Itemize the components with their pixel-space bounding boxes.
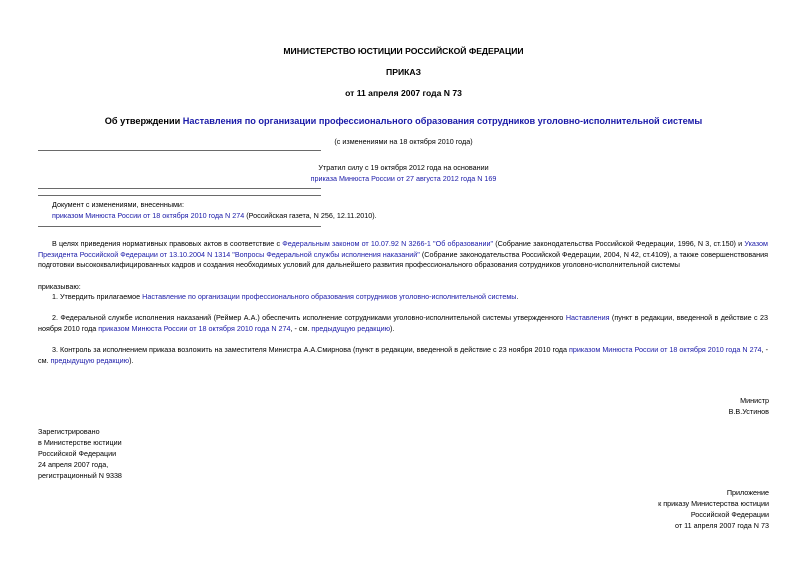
expired-order-link[interactable]: приказа Минюста России от 27 августа 2012 года N 169 bbox=[310, 174, 497, 183]
amending-order-link[interactable]: приказом Минюста России от 18 октября 2010 года N 274 bbox=[569, 345, 762, 354]
item-3-text: 3. Контроль за исполнением приказа возложить на заместителя Министра А.А.Смирнова (пункт в редакции, введенной в действие с 23 ноября 2010 года bbox=[52, 345, 570, 354]
signature-role: Министр bbox=[740, 396, 769, 405]
previous-version-link[interactable]: предыдущую редакцию bbox=[50, 355, 130, 365]
preamble-text: (Собрание законодательства Российской Федерации, 2004, N 42, ст.4109), а также совершенствования подготовки высококвалифицированных кадров и создания необходимых условий для дальнейшего развития профессионального образования сотрудников уголовно-исполнительной системы bbox=[38, 249, 768, 269]
previous-version-link[interactable]: предыдущую редакцию bbox=[311, 323, 390, 333]
signature-block bbox=[729, 395, 769, 417]
divider-line bbox=[38, 226, 321, 227]
appendix-block bbox=[658, 487, 769, 531]
item-1 bbox=[38, 292, 768, 303]
item-3 bbox=[38, 345, 768, 366]
item-2-text: (пункт в редакции, введенной в действие с 23 ноября 2010 года bbox=[38, 313, 769, 333]
document-title-prefix: Об утверждении bbox=[104, 116, 183, 126]
changes-doc-label: Документ с изменениями, внесенными: bbox=[52, 200, 184, 209]
divider-line bbox=[38, 150, 321, 151]
appendix-line: Приложение bbox=[726, 488, 769, 497]
registration-line: регистрационный N 9338 bbox=[38, 471, 122, 480]
item-3-text: , - см. bbox=[38, 345, 768, 365]
item-1-text: 1. Утвердить прилагаемое bbox=[52, 292, 143, 301]
document-title-link[interactable]: Наставления по организации профессионального образования сотрудников уголовно-исполнительной системы bbox=[182, 116, 703, 126]
instruction-link[interactable]: Наставления bbox=[565, 313, 610, 322]
document-date-number: от 11 апреля 2007 года N 73 bbox=[345, 88, 462, 98]
ministry-heading: МИНИСТЕРСТВО ЮСТИЦИИ РОССИЙСКОЙ ФЕДЕРАЦИИ bbox=[283, 46, 524, 56]
item-2-text: , - см. bbox=[290, 323, 312, 333]
presidential-decree-link[interactable]: Указом Президента Российской Федерации от 13.10.2004 N 1314 "Вопросы Федеральной службы исполнения наказаний" bbox=[38, 239, 768, 259]
changes-doc-link[interactable]: приказом Минюста России от 18 октября 2010 года N 274 bbox=[52, 211, 245, 220]
item-1-text: . bbox=[516, 292, 519, 301]
amending-order-link[interactable]: приказом Минюста России от 18 октября 2010 года N 274 bbox=[98, 323, 291, 333]
appendix-line: от 11 апреля 2007 года N 73 bbox=[675, 521, 769, 530]
registration-line: Российской Федерации bbox=[38, 449, 117, 458]
preamble-paragraph bbox=[38, 239, 768, 271]
appendix-line: к приказу Министерства юстиции bbox=[658, 499, 769, 508]
registration-line: Зарегистрировано bbox=[38, 427, 100, 436]
amendment-note: (с изменениями на 18 октября 2010 года) bbox=[334, 137, 473, 146]
instruction-link[interactable]: Наставление по организации профессионального образования сотрудников уголовно-исполнительной системы bbox=[142, 292, 517, 301]
order-word: приказываю: bbox=[38, 282, 81, 291]
signature-name: В.В.Устинов bbox=[728, 407, 769, 416]
item-2-text: 2. Федеральной службе исполнения наказаний (Реймер А.А.) обеспечить исполнение сотрудниками уголовно-исполнительной системы утвержденного bbox=[52, 313, 566, 322]
education-law-link[interactable]: Федеральным законом от 10.07.92 N 3266-1 "Об образовании" bbox=[282, 239, 494, 248]
document-type: ПРИКАЗ bbox=[386, 67, 421, 77]
document-title bbox=[0, 116, 807, 126]
divider-line bbox=[38, 195, 321, 196]
registration-line: 24 апреля 2007 года, bbox=[38, 460, 109, 469]
item-2 bbox=[38, 313, 768, 334]
preamble-text: В целях приведения нормативных правовых актов в соответствие с bbox=[52, 239, 283, 248]
registration-line: в Министерстве юстиции bbox=[38, 438, 122, 447]
changes-doc-source: (Российская газета, N 256, 12.11.2010). bbox=[244, 211, 377, 220]
expired-text: Утратил силу с 19 октября 2012 года на основании bbox=[318, 163, 489, 172]
expired-note bbox=[0, 174, 807, 183]
appendix-line: Российской Федерации bbox=[690, 510, 769, 519]
divider-line bbox=[38, 188, 321, 189]
item-2-text: ). bbox=[389, 323, 395, 333]
changes-doc-line bbox=[52, 211, 377, 220]
preamble-text: (Собрание законодательства Российской Федерации, 1996, N 3, ст.150) и bbox=[493, 239, 745, 248]
item-3-text: ). bbox=[129, 355, 134, 365]
registration-block bbox=[38, 426, 122, 481]
